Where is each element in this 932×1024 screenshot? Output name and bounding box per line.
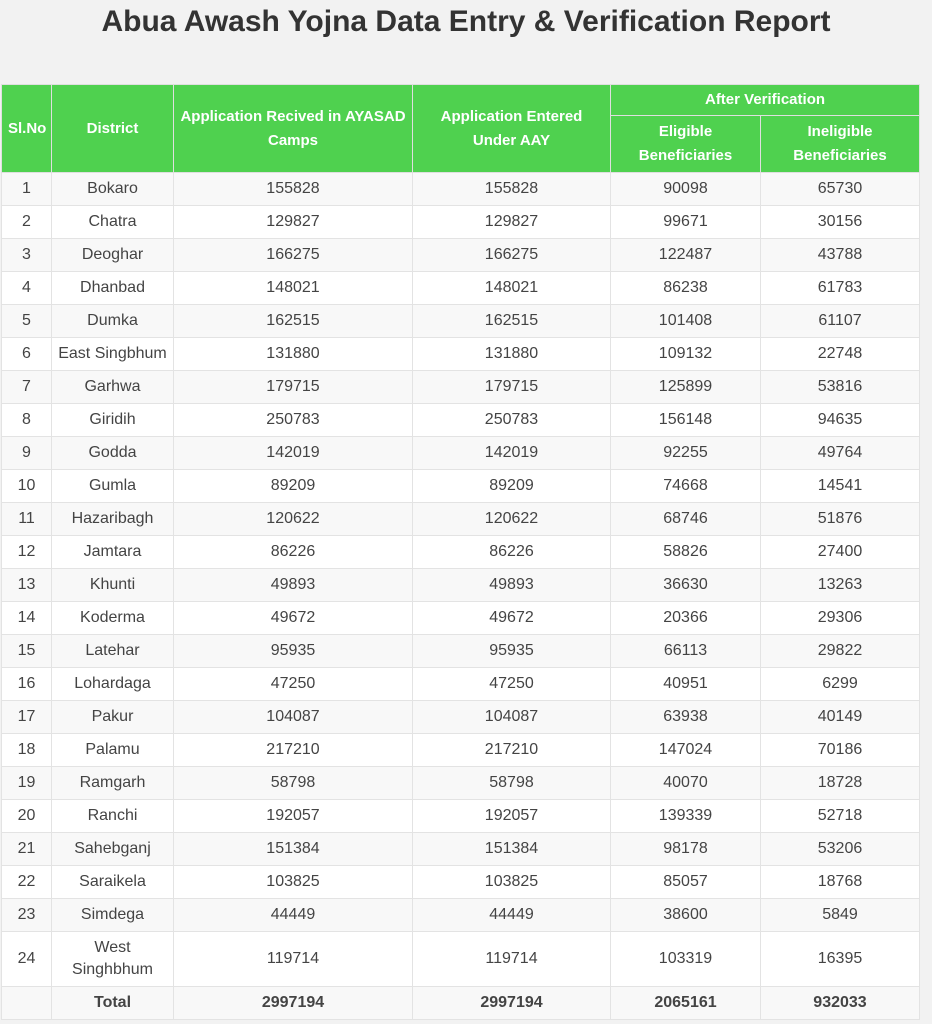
header-district: District [52, 85, 174, 173]
cell-application-received: 148021 [174, 272, 413, 305]
cell-application-received: 217210 [174, 734, 413, 767]
cell-sl-no: 9 [2, 437, 52, 470]
cell-ineligible: 61783 [761, 272, 920, 305]
cell-district: Ranchi [52, 800, 174, 833]
table-row [2, 866, 920, 899]
cell-application-entered: 217210 [413, 734, 611, 767]
cell-sl-no: 16 [2, 668, 52, 701]
cell-application-received: 89209 [174, 470, 413, 503]
cell-application-entered: 104087 [413, 701, 611, 734]
cell-ineligible: 18768 [761, 866, 920, 899]
cell-application-entered: 58798 [413, 767, 611, 800]
cell-application-received: 142019 [174, 437, 413, 470]
cell-application-entered: 44449 [413, 899, 611, 932]
cell-sl-no: 13 [2, 569, 52, 602]
table-row [2, 437, 920, 470]
cell-eligible: 103319 [611, 932, 761, 987]
cell-eligible: 90098 [611, 173, 761, 206]
cell-sl-no: 10 [2, 470, 52, 503]
cell-sl-no: 1 [2, 173, 52, 206]
table-row [2, 635, 920, 668]
cell-district: Dumka [52, 305, 174, 338]
cell-district: Godda [52, 437, 174, 470]
cell-eligible: 38600 [611, 899, 761, 932]
cell-eligible: 86238 [611, 272, 761, 305]
cell-eligible: 109132 [611, 338, 761, 371]
cell-sl-no: 17 [2, 701, 52, 734]
cell-ineligible: 61107 [761, 305, 920, 338]
cell-ineligible: 94635 [761, 404, 920, 437]
cell-ineligible: 29306 [761, 602, 920, 635]
cell-ineligible: 53816 [761, 371, 920, 404]
table-row [2, 800, 920, 833]
cell-sl-no: 5 [2, 305, 52, 338]
cell-application-entered: 49672 [413, 602, 611, 635]
cell-district: East Singbhum [52, 338, 174, 371]
header-eligible: Eligible Beneficiaries [611, 116, 761, 173]
cell-application-entered: 179715 [413, 371, 611, 404]
report-table [1, 84, 920, 1020]
cell-application-entered: 95935 [413, 635, 611, 668]
cell-application-entered: 86226 [413, 536, 611, 569]
cell-sl-no: 11 [2, 503, 52, 536]
cell-ineligible: 53206 [761, 833, 920, 866]
cell-eligible: 92255 [611, 437, 761, 470]
header-ineligible: Ineligible Beneficiaries [761, 116, 920, 173]
cell-application-entered: 120622 [413, 503, 611, 536]
cell-application-entered: 162515 [413, 305, 611, 338]
cell-sl-no: 18 [2, 734, 52, 767]
cell-sl-no: 23 [2, 899, 52, 932]
cell-application-received: 44449 [174, 899, 413, 932]
cell-district: Chatra [52, 206, 174, 239]
cell-application-received: 103825 [174, 866, 413, 899]
cell-application-received: 104087 [174, 701, 413, 734]
table-row [2, 602, 920, 635]
cell-ineligible: 70186 [761, 734, 920, 767]
cell-application-received: 95935 [174, 635, 413, 668]
cell-ineligible: 52718 [761, 800, 920, 833]
cell-eligible: 20366 [611, 602, 761, 635]
cell-ineligible: 22748 [761, 338, 920, 371]
cell-ineligible: 51876 [761, 503, 920, 536]
cell-sl-no: 21 [2, 833, 52, 866]
cell-district: Pakur [52, 701, 174, 734]
cell-ineligible: 30156 [761, 206, 920, 239]
table-row [2, 470, 920, 503]
cell-sl-no: 24 [2, 932, 52, 987]
cell-application-received: 86226 [174, 536, 413, 569]
cell-sl-no: 8 [2, 404, 52, 437]
header-after-verification: After Verification [611, 85, 920, 116]
cell-eligible: 147024 [611, 734, 761, 767]
table-row [2, 536, 920, 569]
cell-application-received: 192057 [174, 800, 413, 833]
cell-sl-no: 7 [2, 371, 52, 404]
table-row [2, 206, 920, 239]
cell-sl-no: 2 [2, 206, 52, 239]
cell-sl-no: 14 [2, 602, 52, 635]
cell-application-entered: 89209 [413, 470, 611, 503]
table-row [2, 239, 920, 272]
cell-sl-no: 19 [2, 767, 52, 800]
total-application-entered: 2997194 [413, 987, 611, 1020]
total-application-received: 2997194 [174, 987, 413, 1020]
cell-ineligible: 65730 [761, 173, 920, 206]
table-row [2, 734, 920, 767]
cell-application-received: 131880 [174, 338, 413, 371]
cell-ineligible: 18728 [761, 767, 920, 800]
cell-sl-no: 4 [2, 272, 52, 305]
header-application-entered: Application Entered Under AAY [413, 85, 611, 173]
cell-district: Latehar [52, 635, 174, 668]
cell-application-entered: 103825 [413, 866, 611, 899]
table-body [2, 173, 920, 1020]
cell-ineligible: 40149 [761, 701, 920, 734]
header-application-received: Application Recived in AYASAD Camps [174, 85, 413, 173]
cell-district: West Singhbhum [52, 932, 174, 987]
cell-district: Gumla [52, 470, 174, 503]
table-row [2, 668, 920, 701]
cell-application-received: 58798 [174, 767, 413, 800]
table-row [2, 701, 920, 734]
cell-district: Koderma [52, 602, 174, 635]
cell-eligible: 58826 [611, 536, 761, 569]
cell-district: Khunti [52, 569, 174, 602]
cell-eligible: 36630 [611, 569, 761, 602]
cell-application-entered: 49893 [413, 569, 611, 602]
cell-district: Garhwa [52, 371, 174, 404]
cell-application-received: 49893 [174, 569, 413, 602]
table-row [2, 503, 920, 536]
header-row [2, 85, 920, 116]
table-row [2, 899, 920, 932]
total-label: Total [52, 987, 174, 1020]
cell-eligible: 40951 [611, 668, 761, 701]
cell-ineligible: 6299 [761, 668, 920, 701]
table-row [2, 833, 920, 866]
cell-district: Sahebganj [52, 833, 174, 866]
cell-application-entered: 151384 [413, 833, 611, 866]
cell-application-entered: 148021 [413, 272, 611, 305]
cell-ineligible: 16395 [761, 932, 920, 987]
cell-application-entered: 250783 [413, 404, 611, 437]
cell-ineligible: 27400 [761, 536, 920, 569]
cell-sl-no: 15 [2, 635, 52, 668]
cell-application-entered: 192057 [413, 800, 611, 833]
cell-eligible: 68746 [611, 503, 761, 536]
table-row [2, 305, 920, 338]
cell-application-entered: 142019 [413, 437, 611, 470]
cell-application-received: 129827 [174, 206, 413, 239]
cell-eligible: 125899 [611, 371, 761, 404]
cell-sl-no: 22 [2, 866, 52, 899]
cell-ineligible: 43788 [761, 239, 920, 272]
cell-eligible: 40070 [611, 767, 761, 800]
cell-eligible: 122487 [611, 239, 761, 272]
cell-application-received: 162515 [174, 305, 413, 338]
cell-eligible: 139339 [611, 800, 761, 833]
cell-district: Jamtara [52, 536, 174, 569]
cell-eligible: 98178 [611, 833, 761, 866]
cell-district: Deoghar [52, 239, 174, 272]
cell-sl-no: 12 [2, 536, 52, 569]
cell-district: Palamu [52, 734, 174, 767]
cell-ineligible: 49764 [761, 437, 920, 470]
cell-district: Dhanbad [52, 272, 174, 305]
cell-eligible: 66113 [611, 635, 761, 668]
cell-application-received: 250783 [174, 404, 413, 437]
cell-eligible: 85057 [611, 866, 761, 899]
cell-sl-no: 6 [2, 338, 52, 371]
cell-eligible: 101408 [611, 305, 761, 338]
table-row [2, 272, 920, 305]
cell-ineligible: 29822 [761, 635, 920, 668]
cell-eligible: 99671 [611, 206, 761, 239]
page-title: Abua Awash Yojna Data Entry & Verification Report [101, 5, 831, 38]
cell-ineligible: 5849 [761, 899, 920, 932]
cell-application-entered: 119714 [413, 932, 611, 987]
cell-eligible: 74668 [611, 470, 761, 503]
table-row [2, 767, 920, 800]
table-header [2, 85, 920, 173]
cell-application-entered: 155828 [413, 173, 611, 206]
cell-eligible: 156148 [611, 404, 761, 437]
table-row [2, 569, 920, 602]
cell-application-entered: 129827 [413, 206, 611, 239]
cell-application-received: 119714 [174, 932, 413, 987]
cell-application-received: 155828 [174, 173, 413, 206]
cell-application-received: 166275 [174, 239, 413, 272]
cell-district: Hazaribagh [52, 503, 174, 536]
total-sl-no [2, 987, 52, 1020]
table-row [2, 173, 920, 206]
cell-application-entered: 131880 [413, 338, 611, 371]
cell-ineligible: 13263 [761, 569, 920, 602]
cell-application-entered: 166275 [413, 239, 611, 272]
cell-ineligible: 14541 [761, 470, 920, 503]
cell-district: Bokaro [52, 173, 174, 206]
cell-application-received: 151384 [174, 833, 413, 866]
cell-sl-no: 3 [2, 239, 52, 272]
header-sl-no: Sl.No [2, 85, 52, 173]
total-ineligible: 932033 [761, 987, 920, 1020]
total-row [2, 987, 920, 1020]
cell-application-received: 120622 [174, 503, 413, 536]
cell-application-entered: 47250 [413, 668, 611, 701]
cell-district: Ramgarh [52, 767, 174, 800]
cell-application-received: 179715 [174, 371, 413, 404]
cell-district: Lohardaga [52, 668, 174, 701]
cell-district: Giridih [52, 404, 174, 437]
cell-sl-no: 20 [2, 800, 52, 833]
table-row [2, 932, 920, 987]
cell-district: Simdega [52, 899, 174, 932]
table-row [2, 338, 920, 371]
cell-district: Saraikela [52, 866, 174, 899]
total-eligible: 2065161 [611, 987, 761, 1020]
cell-application-received: 49672 [174, 602, 413, 635]
table-row [2, 371, 920, 404]
table-row [2, 404, 920, 437]
cell-eligible: 63938 [611, 701, 761, 734]
cell-application-received: 47250 [174, 668, 413, 701]
